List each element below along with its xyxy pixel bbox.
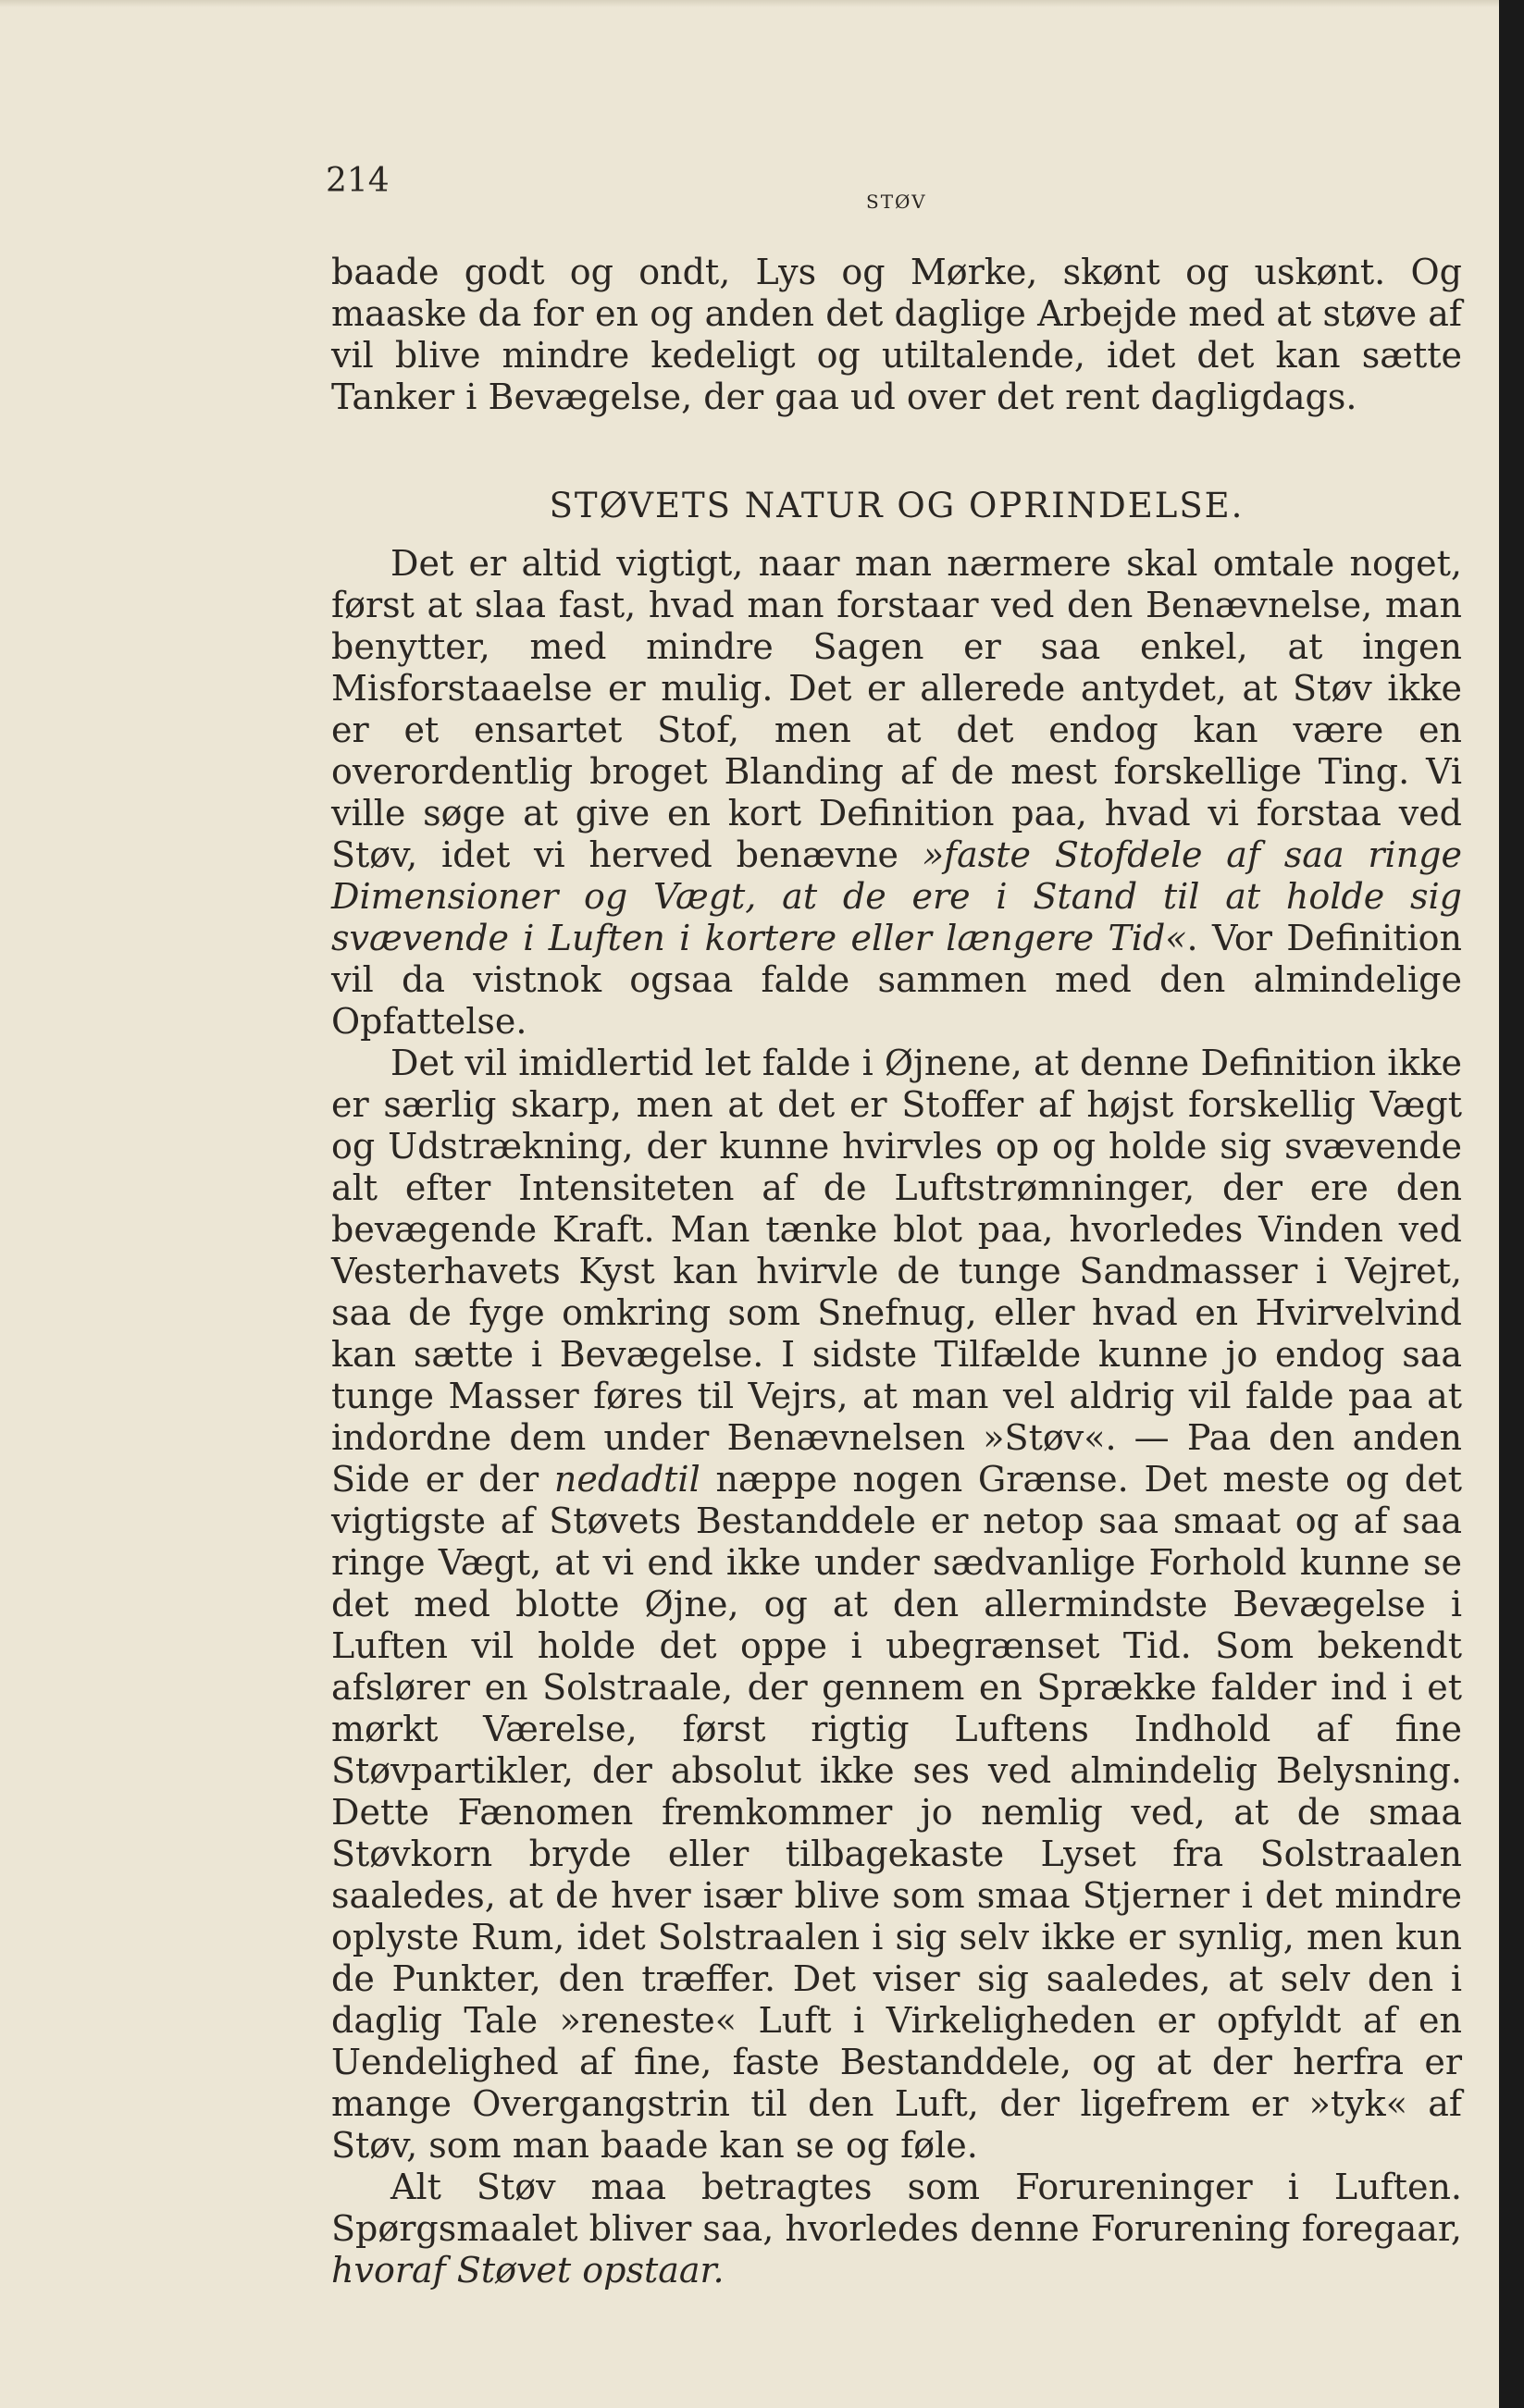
page-top-edge (0, 0, 1499, 7)
paragraph-dust-sizes-text-b: næppe nogen Grænse. Det meste og det vigtigste af Støvets Bestanddele er netop saa smaat og af saa ringe Vægt, at vi end ikke under sædvanlige Forhold kunne se det med blotte Øjne, og at den allermindste Bevægelse i Luften vil holde det oppe i ubegrænset Tid. Som bekendt afslører en Solstraale, der gennem en Sprække falder ind i et mørkt Værelse, først rigtig Luftens Indhold af fine Støvpartikler, der absolut ikke ses ved almindelig Belysning. Dette Fænomen fremkommer jo nemlig ved, at de smaa Støvkorn bryde eller tilbagekaste Lyset fra Solstraalen saaledes, at de hver især blive som smaa Stjerner i det mindre oplyste Rum, idet Solstraalen i sig selv ikke er synlig, men kun de Punkter, den træffer. Det viser sig saaledes, at selv den i daglig Tale »reneste« Luft i Virkeligheden er opfyldt af en Uendelighed af fine, faste Bestanddele, og at der herfra er mange Overgangstrin til den Luft, der ligefrem er »tyk« af Støv, som man baade kan se og føle. (331, 1459, 1462, 2166)
body-text (331, 252, 1462, 2291)
page-number: 214 (326, 162, 390, 200)
emphasis-origin: hvoraf Støvet opstaar. (331, 2250, 725, 2291)
paragraph-dust-sizes-text-a: Det vil imidlertid let falde i Øjnene, at denne Definition ikke er særlig skarp, men at det er Stoffer af højst forskellig Vægt og Udstrækning, der kunne hvirvles op og holde sig svævende alt efter Intensiteten af de Luftstrømninger, der ere den bevægende Kraft. Man tænke blot paa, hvorledes Vinden ved Vesterhavets Kyst kan hvirvle de tunge Sandmasser i Vejret, saa de fyge omkring som Snefnug, eller hvad en Hvirvelvind kan sætte i Bevægelse. I sidste Tilfælde kunne jo endog saa tunge Masser føres til Vejrs, at man vel aldrig vil falde paa at indordne dem under Benævnelsen »Støv«. — Paa den anden Side er der (331, 1043, 1462, 1500)
running-head: STØV (866, 191, 927, 213)
paragraph-dust-sizes (331, 1043, 1462, 2167)
emphasis-nedadtil: nedadtil (553, 1459, 700, 1500)
paragraph-pollution-text-a: Alt Støv maa betragtes som Forureninger i Luften. Spørgsmaalet bliver saa, hvorledes denne Forurening foregaar, (331, 2167, 1462, 2249)
paragraph-definition-text-a: Det er altid vigtigt, naar man nærmere skal omtale noget, først at slaa fast, hvad man forstaar ved den Benævnelse, man benytter, med mindre Sagen er saa enkel, at ingen Misforstaaelse er mulig. Det er allerede antydet, at Støv ikke er et ensartet Stof, men at det endog kan være en overordentlig broget Blanding af de mest forskellige Ting. Vi ville søge at give en kort Definition paa, hvad vi forstaa ved Støv, idet vi herved benævne (331, 543, 1462, 875)
paragraph-definition-text-b: . Vor Definition vil da vistnok ogsaa falde sammen med den almindelige Opfattelse. (331, 918, 1463, 1042)
scan-dark-edge (1499, 0, 1524, 2408)
definition-quote: »faste Stofdele af saa ringe Dimensioner og Vægt, at de ere i Stand til at holde sig svævende i Luften i kortere eller længere Tid« (331, 834, 1462, 958)
paragraph-continuation: baade godt og ondt, Lys og Mørke, skønt og uskønt. Og maaske da for en og anden det daglige Arbejde med at støve af vil blive mindre kedeligt og utiltalende, idet det kan sætte Tanker i Bevægelse, der gaa ud over det rent dagligdags. (331, 252, 1462, 417)
paragraph-definition (331, 543, 1462, 1043)
paragraph-pollution (331, 2167, 1462, 2291)
section-title: STØVETS NATUR OG OPRINDELSE. (549, 486, 1245, 525)
